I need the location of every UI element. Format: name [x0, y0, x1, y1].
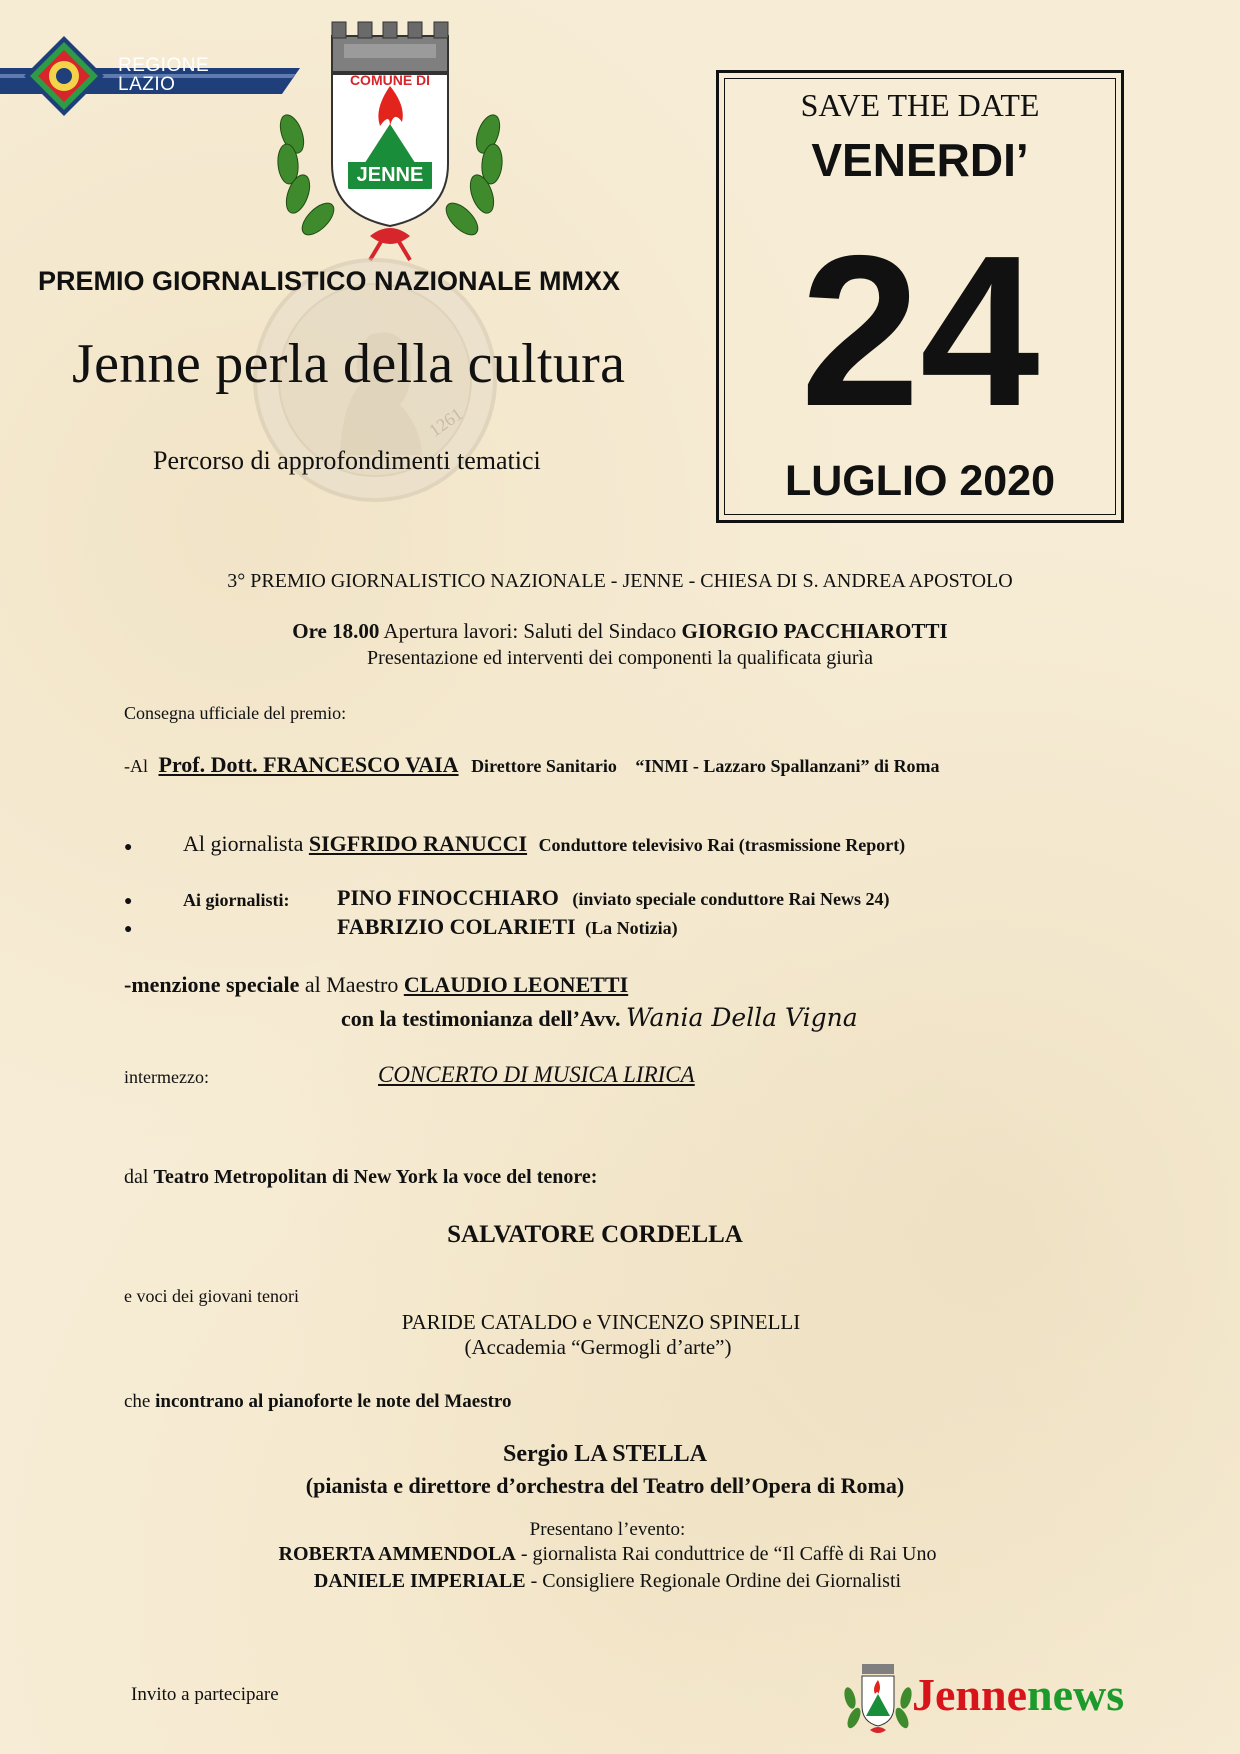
- award3-label: Ai giornalisti:: [183, 890, 290, 910]
- opening-time: Ore 18.00: [292, 619, 380, 643]
- jennenews-wordmark: [912, 1668, 1124, 1721]
- award3-name1: PINO FINOCCHIARO: [337, 885, 559, 910]
- piano-prefix: che: [124, 1391, 151, 1412]
- piano-text: incontrano al pianoforte le note del Maestro: [155, 1391, 512, 1412]
- presenter-2-role: - Consigliere Regionale Ordine dei Giornalisti: [530, 1570, 902, 1592]
- award3-line2: [337, 914, 678, 940]
- mention-line2-name: Wania Della Vigna: [625, 1003, 858, 1032]
- tenor-line: [124, 1166, 597, 1189]
- award2-role: Conduttore televisivo Rai (trasmissione Report): [538, 835, 906, 855]
- tenor-name: SALVATORE CORDELLA: [447, 1221, 743, 1248]
- jennenews-part1: Jenne: [912, 1669, 1027, 1720]
- comune-top-label: COMUNE DI: [349, 72, 431, 88]
- award3-line1: [337, 885, 889, 911]
- weekday: VENERDI’: [811, 134, 1029, 186]
- mention-prefix: -menzione speciale: [124, 972, 300, 997]
- save-the-date-box: [716, 70, 1124, 523]
- region-lazio-label: [118, 56, 209, 94]
- mention-text: al Maestro: [304, 972, 399, 997]
- subtitle: Percorso di approfondimenti tematici: [153, 446, 541, 475]
- event-title: 3° PREMIO GIORNALISTICO NAZIONALE - JENNE - CHIESA DI S. ANDREA APOSTOLO: [227, 570, 1013, 592]
- mention-line2-prefix: con la testimonianza dell’Avv.: [341, 1006, 621, 1031]
- jennenews-part2: news: [1027, 1669, 1125, 1720]
- jennenews-crest-icon: [840, 1658, 916, 1738]
- bullet-3: ●: [124, 922, 133, 937]
- bullet-2: ●: [124, 894, 133, 909]
- save-the-date-label: SAVE THE DATE: [800, 87, 1040, 123]
- award2-prefix: Al giornalista: [183, 831, 304, 856]
- opening-text: Apertura lavori: Saluti del Sindaco: [383, 619, 677, 643]
- award3-name2: FABRIZIO COLARIETI: [337, 914, 576, 939]
- region-line2: LAZIO: [118, 74, 176, 95]
- mention-line: [124, 972, 628, 998]
- mention-line2: [341, 1003, 858, 1032]
- opening-line: [0, 619, 1240, 644]
- young-tenors-names: PARIDE CATALDO e VINCENZO SPINELLI: [401, 1310, 801, 1334]
- piano-line: [124, 1391, 512, 1413]
- award2-name: SIGFRIDO RANUCCI: [308, 831, 528, 856]
- award1-name: Prof. Dott. FRANCESCO VAIA: [158, 752, 459, 777]
- main-title: Jenne perla della cultura: [72, 333, 626, 395]
- presenter-1-name: ROBERTA AMMENDOLA: [278, 1543, 516, 1565]
- young-tenors-label: e voci dei giovani tenori: [124, 1286, 299, 1306]
- presenter-2-name: DANIELE IMPERIALE: [313, 1570, 526, 1592]
- month-year: LUGLIO 2020: [784, 457, 1056, 505]
- presenter-1-role: - giornalista Rai conduttrice de “Il Caffè di Rai Uno: [520, 1543, 937, 1565]
- young-tenors-academy: (Accademia “Germogli d’arte”): [464, 1335, 732, 1359]
- mayor-name: GIORGIO PACCHIAROTTI: [681, 619, 948, 643]
- presenter-1: [0, 1543, 1215, 1566]
- presenters-label: Presentano l’evento:: [529, 1519, 686, 1540]
- opening-line2: Presentazione ed interventi dei componenti la qualificata giurìa: [367, 647, 873, 669]
- intermezzo-title: CONCERTO DI MUSICA LIRICA: [378, 1062, 695, 1087]
- award1-prefix: -Al: [124, 756, 148, 776]
- piano-role: (pianista e direttore d’orchestra del Teatro dell’Opera di Roma): [305, 1473, 905, 1498]
- tenor-text: Teatro Metropolitan di New York la voce del tenore:: [153, 1166, 598, 1188]
- piano-name: Sergio LA STELLA: [502, 1441, 708, 1467]
- award2-line: [183, 831, 905, 857]
- award1-role: Direttore Sanitario: [471, 756, 617, 776]
- day-number: 24: [800, 210, 1040, 451]
- region-lazio-emblem-icon: [22, 34, 106, 118]
- premio-title: PREMIO GIORNALISTICO NAZIONALE MMXX: [38, 266, 621, 296]
- consegna-label: Consegna ufficiale del premio:: [124, 703, 347, 723]
- award1-institution: “INMI - Lazzaro Spallanzani” di Roma: [635, 756, 940, 776]
- region-line1: REGIONE: [118, 55, 210, 76]
- medal-year: 1261: [425, 403, 467, 441]
- comune-bottom-label: JENNE: [356, 164, 424, 186]
- tenor-prefix: dal: [124, 1166, 149, 1188]
- comune-jenne-crest-icon: [270, 14, 510, 264]
- award1-line: [124, 752, 940, 778]
- intermezzo-label: intermezzo:: [124, 1067, 209, 1087]
- invite-text: Invito a partecipare: [131, 1684, 279, 1705]
- award3-role2: (La Notizia): [585, 918, 678, 938]
- award3-role1: (inviato speciale conduttore Rai News 24): [572, 889, 890, 909]
- mention-name: CLAUDIO LEONETTI: [403, 972, 629, 997]
- bullet-1: ●: [124, 840, 133, 855]
- presenter-2: [0, 1570, 1215, 1593]
